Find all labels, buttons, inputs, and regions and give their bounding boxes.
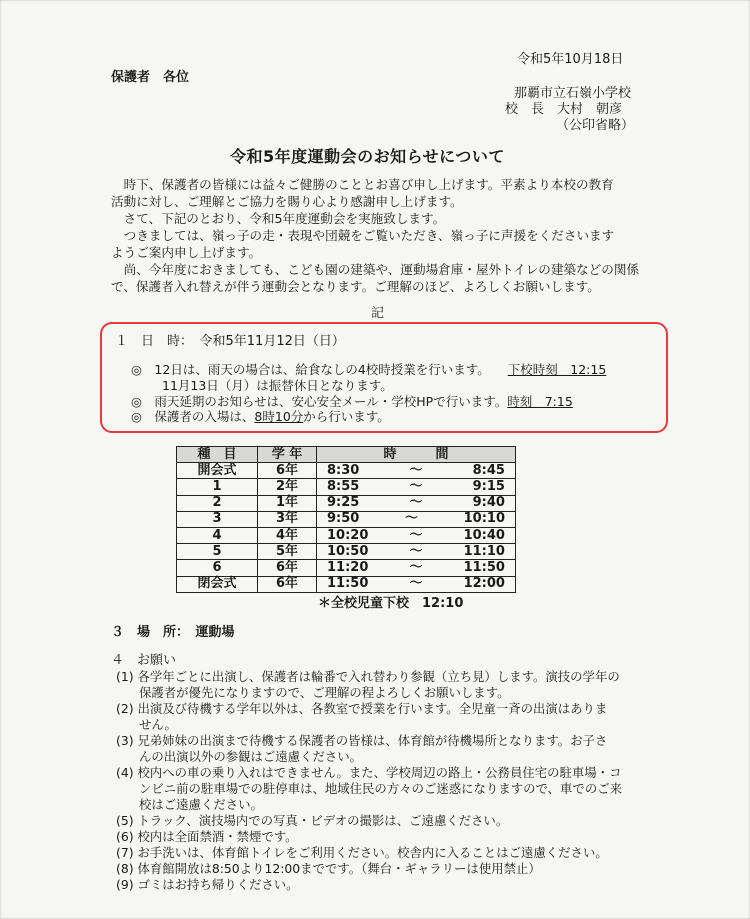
time-start: 11:50 [327,576,369,592]
event-cell: 5 [177,544,258,560]
list-item: (2) 出演及び待機する学年以外は、各教室で授業を行います。全児童一斉の出演はありま [116,701,608,716]
list-item: (5) トラック、演技場内での写真・ビデオの撮影は、ご遠慮ください。 [116,813,509,828]
list-item: 校はご遠慮ください。 [139,797,263,812]
postpone-note-text: ◎ 雨天延期のお知らせは、安心安全メール・学校HPで行います。 [131,394,508,409]
seal-note: （公印省略） [556,118,635,133]
time-sep: ～ [409,478,423,494]
entry-note-tail: から行います。 [303,409,390,424]
time-sep: ～ [409,576,423,592]
time-start: 9:25 [327,495,360,511]
time-end: 10:10 [463,511,505,527]
column-header: 種 目 [177,447,258,463]
time-cell [317,527,516,543]
time-cell [317,560,516,576]
grade-cell: 6年 [258,560,317,576]
event-cell: 4 [177,527,258,543]
time-cell [317,576,516,592]
table-row [177,495,516,511]
time-sep: ～ [404,511,418,527]
schedule-table [176,446,516,593]
time-sep: ～ [409,462,423,478]
ki-heading: 記 [371,306,385,321]
intro-line: さて、下記のとおり、令和5年度運動会を実施致します。 [111,211,446,226]
dismissal-time: 下校時刻 12:15 [507,362,607,377]
grade-cell: 6年 [258,576,317,592]
addressee: 保護者 各位 [111,70,190,85]
grade-cell: 4年 [258,527,317,543]
time-sep: ～ [409,495,423,511]
event-cell: 6 [177,560,258,576]
holiday-note: 11月13日（月）は振替休日となります。 [162,378,393,393]
grade-cell: 2年 [258,479,317,495]
list-item: (8) 体育館開放は8:50より12:00までです。（舞台・ギャラリーは使用禁止） [116,861,541,876]
postpone-time: 時刻 7:15 [507,394,573,409]
section-date-label: １ 日 時： 令和5年11月12日（日） [115,334,345,349]
event-cell: 3 [177,511,258,527]
time-start: 10:20 [327,527,369,543]
table-row [177,527,516,543]
event-cell: 閉会式 [177,576,258,592]
time-start: 8:30 [327,462,360,478]
page-title: 令和5年度運動会のお知らせについて [230,147,505,166]
list-item: (3) 兄弟姉妹の出演まで待機する保護者の皆様は、体育館が待機場所となります。お子さ [116,733,608,748]
table-row [177,560,516,576]
intro-line: 活動に対し、ご理解とご協力を賜り心より感謝申し上げます。 [111,194,463,209]
column-header: 学 年 [258,447,317,463]
requests-heading: ４ お願い [111,653,177,668]
list-item: (4) 校内への車の乗り入れはできません。また、学校周辺の路上・公務員住宅の駐車場・コ [116,765,622,780]
column-header: 時 間 [317,447,516,463]
table-row [177,511,516,527]
time-end: 8:45 [472,462,505,478]
event-cell: 開会式 [177,463,258,479]
entry-note [131,408,390,425]
list-item: (1) 各学年ごとに出演し、保護者は輪番で入れ替わり参観（立ち見）します。演技の学年の [116,669,620,684]
time-end: 11:10 [463,543,505,559]
grade-cell: 6年 [258,463,317,479]
time-start: 8:55 [327,478,360,494]
grade-cell: 5年 [258,544,317,560]
grade-cell: 1年 [258,495,317,511]
table-header-row [177,447,516,463]
principal-name: 校 長 大村 朝彦 [505,102,623,117]
rain-note-text: ◎ 12日は、雨天の場合は、給食なしの4校時授業を行います。 [131,362,490,377]
time-end: 12:00 [463,576,505,592]
time-end: 9:40 [472,495,505,511]
event-cell: 2 [177,495,258,511]
time-sep: ～ [409,543,423,559]
time-start: 10:50 [327,543,369,559]
entry-time: 8時10分 [254,409,304,424]
time-cell [317,544,516,560]
time-cell [317,479,516,495]
document-date: 令和5年10月18日 [517,52,624,67]
list-item: ンビニ前の駐車場での駐停車は、地域住民の方々のご迷惑になりますので、車でのご来 [139,781,622,796]
entry-note-text: ◎ 保護者の入場は、 [131,409,255,424]
rain-note [131,361,606,378]
list-item: 保護者が優先になりますので、ご理解の程よろしくお願いします。 [139,685,510,700]
time-start: 11:20 [327,559,369,575]
intro-line: 尚、今年度におきましても、こども園の建築や、運動場倉庫・屋外トイレの建築などの関係 [111,262,640,277]
list-item: んの出演以外の参観はご遠慮ください。 [139,749,363,764]
intro-line: ようご案内申し上げます。 [111,245,262,260]
time-sep: ～ [409,559,423,575]
event-cell: 1 [177,479,258,495]
time-cell [317,463,516,479]
intro-line: で、保護者入れ替えが伴う運動会となります。ご理解のほど、よろしくお願いします。 [111,279,600,294]
time-cell [317,495,516,511]
grade-cell: 3年 [258,511,317,527]
list-item: せん。 [139,717,177,732]
time-end: 10:40 [463,527,505,543]
intro-line: 時下、保護者の皆様には益々ご健勝のこととお喜び申し上げます。平素より本校の教育 [111,177,614,192]
time-cell [317,511,516,527]
time-sep: ～ [409,527,423,543]
venue-line: ３ 場 所： 運動場 [111,625,235,640]
table-row [177,463,516,479]
list-item: (7) お手洗いは、体育館トイレをご利用ください。校舎内に入ることはご遠慮ください。 [116,845,608,860]
list-item: (6) 校内は全面禁酒・禁煙です。 [116,829,298,844]
table-row [177,479,516,495]
school-name: 那覇市立石嶺小学校 [514,86,632,101]
time-end: 11:50 [463,559,505,575]
list-item: (9) ゴミはお持ち帰りください。 [116,877,299,892]
intro-line: つきましては、嶺っ子の走・表現や団競をご覧いただき、嶺っ子に声援をくださいます [111,228,615,243]
time-end: 9:15 [472,478,505,494]
table-row [177,544,516,560]
dismissal-footnote: ＊全校児童下校 12:10 [318,596,464,611]
time-start: 9:50 [327,511,360,527]
table-row [177,576,516,592]
